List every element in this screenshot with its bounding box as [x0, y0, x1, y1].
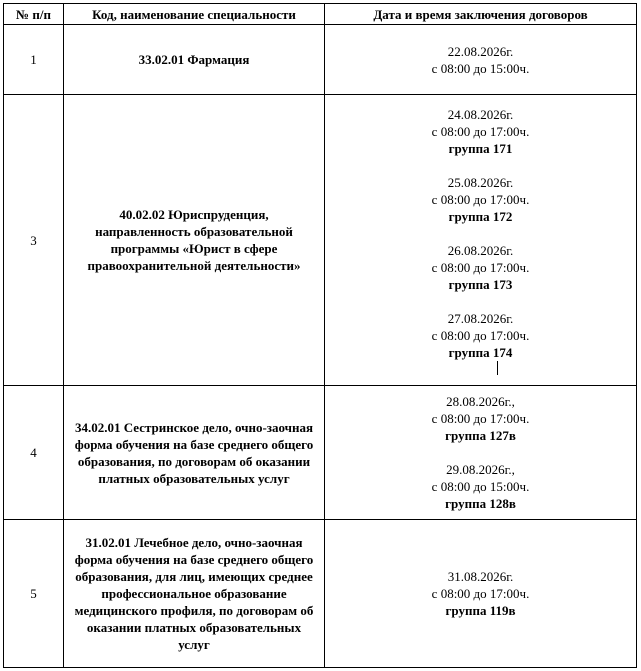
- schedule-entry: [325, 242, 636, 293]
- entry-time: с 08:00 до 17:00ч.: [431, 259, 530, 275]
- entry-time: с 08:00 до 17:00ч.: [431, 191, 530, 207]
- entry-date: 26.08.2026г.: [447, 242, 514, 258]
- entry-date: 25.08.2026г.: [447, 174, 514, 190]
- date-cell: [325, 25, 637, 95]
- table-row: [4, 95, 637, 386]
- table-row: [4, 25, 637, 95]
- entry-time: с 08:00 до 17:00ч.: [431, 586, 530, 601]
- entry-time: с 08:00 до 17:00ч.: [431, 123, 530, 139]
- entry-time: с 08:00 до 17:00ч.: [431, 411, 530, 426]
- entry-group: группа 127в: [445, 428, 516, 443]
- entry-date: 28.08.2026г.,: [446, 394, 515, 409]
- date-cell: [325, 95, 637, 386]
- row-num: 1: [4, 25, 64, 95]
- specialty-name: 33.02.01 Фармация: [64, 25, 325, 95]
- entry-group: группа 172: [448, 208, 513, 224]
- schedule-entry: [325, 43, 636, 77]
- header-datetime: Дата и время заключения договоров: [325, 4, 637, 25]
- text-cursor-mark: [497, 361, 498, 375]
- schedule-entry: [325, 393, 636, 444]
- entry-group: группа 128в: [445, 496, 516, 511]
- specialty-name: 31.02.01 Лечебное дело, очно-заочная форма обучения на базе среднего общего образования, для лиц, имеющих среднее профессиональное образование медицинского профиля, по договорам об оказании платных образовательных услуг: [64, 520, 325, 668]
- entry-time: с 08:00 до 15:00ч.: [431, 60, 530, 76]
- schedule-entry: [325, 106, 636, 157]
- date-cell: [325, 386, 637, 520]
- specialty-name: 34.02.01 Сестринское дело, очно-заочная форма обучения на базе среднего общего образования, по договорам об оказании платных образовательных услуг: [64, 386, 325, 520]
- contracts-schedule-table: [3, 3, 637, 668]
- header-num: № п/п: [4, 4, 64, 25]
- entry-group: группа 119в: [445, 603, 516, 618]
- entry-group: группа 174: [448, 344, 513, 360]
- entry-group: группа 171: [448, 140, 513, 156]
- header-spec: Код, наименование специальности: [64, 4, 325, 25]
- entry-date: 29.08.2026г.,: [446, 462, 515, 477]
- date-cell: [325, 520, 637, 668]
- entry-date: 24.08.2026г.: [447, 106, 514, 122]
- schedule-entry: [325, 461, 636, 512]
- schedule-entry: [325, 310, 636, 375]
- entry-date: 31.08.2026г.: [447, 569, 514, 584]
- entry-time: с 08:00 до 15:00ч.: [431, 479, 530, 494]
- table-row: [4, 520, 637, 668]
- row-num: 5: [4, 520, 64, 668]
- table-row: [4, 386, 637, 520]
- header-row: [4, 4, 637, 25]
- schedule-entry: [325, 568, 636, 619]
- entry-date: 22.08.2026г.: [447, 43, 514, 59]
- entry-time: с 08:00 до 17:00ч.: [431, 327, 530, 343]
- schedule-entry: [325, 174, 636, 225]
- specialty-name: 40.02.02 Юриспруденция, направленность образовательной программы «Юрист в сфере правоохранительной деятельности»: [64, 95, 325, 386]
- row-num: 4: [4, 386, 64, 520]
- entry-group: группа 173: [448, 276, 513, 292]
- row-num: 3: [4, 95, 64, 386]
- entry-date: 27.08.2026г.: [447, 310, 514, 326]
